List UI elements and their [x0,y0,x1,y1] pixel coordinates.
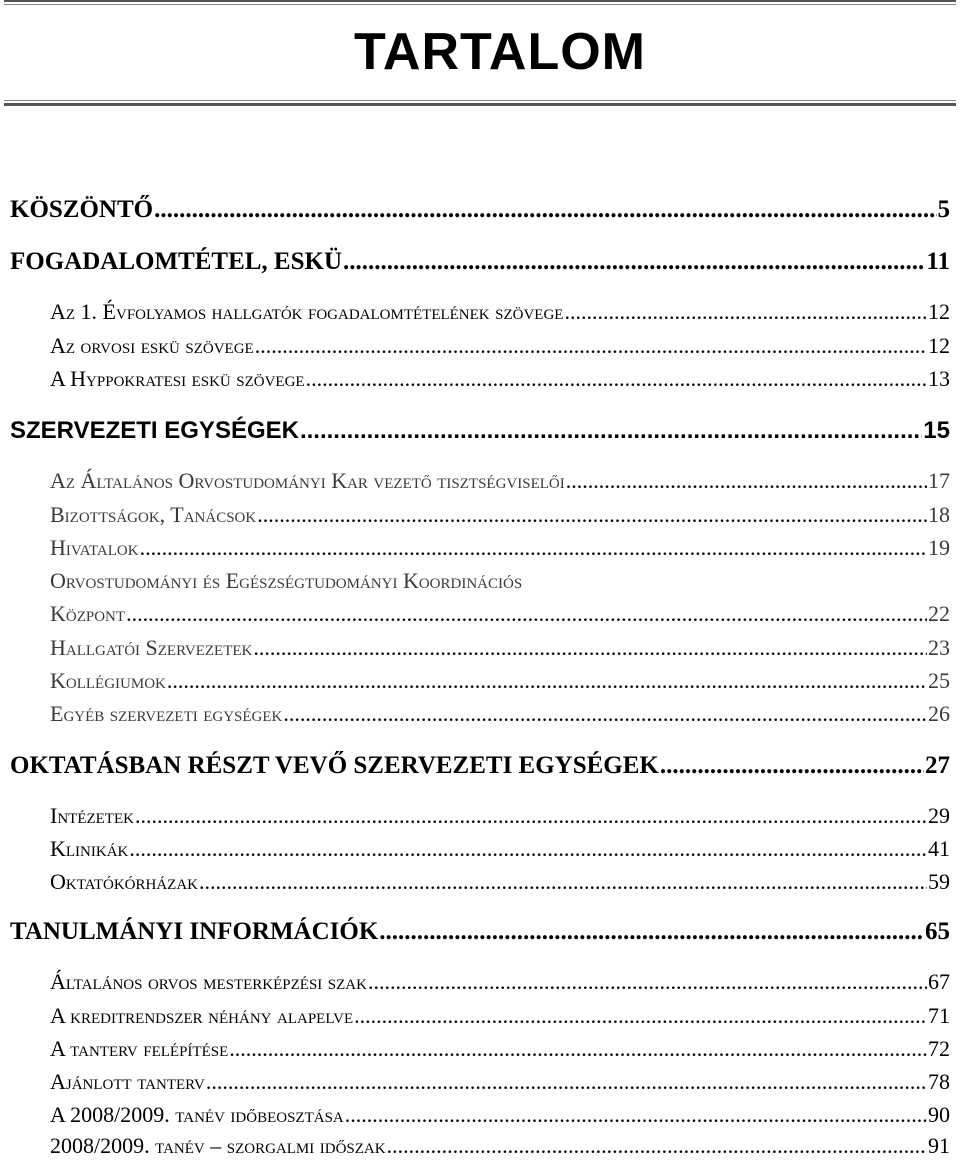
toc-leader-dots [255,333,927,359]
toc-page-number: 12 [928,333,950,358]
toc-page-number: 11 [926,248,950,275]
toc-entry-orvosi-esku[interactable] [50,333,950,359]
toc-entry-koordinacios-kozpont[interactable] [50,601,950,627]
toc-page-number: 13 [928,366,950,391]
toc-entry-label: FOGADALOMTÉTEL, ESKÜ [10,248,342,275]
toc-leader-dots [660,752,924,780]
toc-page-number: 90 [928,1102,950,1127]
toc-leader-dots [167,668,927,694]
toc-leader-dots [345,1102,927,1128]
toc-page-number: 18 [928,502,950,527]
toc-entry-koszonto[interactable] [10,196,950,224]
toc-entry-tanulmanyi-informaciok[interactable] [10,918,950,946]
toc-leader-dots [126,601,927,627]
toc-page-number: 71 [928,1003,950,1028]
toc-entry-label: Általános orvos mesterképzési szak [50,969,367,994]
toc-page-number: 23 [928,635,950,660]
toc-entry-label: SZERVEZETI EGYSÉGEK [10,417,299,444]
toc-leader-dots [368,969,927,995]
toc-leader-dots [300,417,922,445]
toc-entry-label: Az orvosi eskü szövege [50,333,254,358]
toc-entry-kreditrendszer[interactable] [50,1003,950,1029]
toc-leader-dots [129,836,927,862]
toc-page-number: 72 [928,1036,950,1061]
toc-entry-label: Klinikák [50,836,129,861]
toc-entry-mesterkepzesi-szak[interactable] [50,969,950,995]
toc-entry-intezetek[interactable] [50,803,950,829]
toc-leader-dots [306,366,927,392]
toc-entry-fogadalom-szovege[interactable] [50,299,950,325]
toc-entry-oktatasban-reszt-vevo[interactable] [10,752,950,780]
toc-leader-dots [154,196,936,224]
toc-page-number: 59 [928,869,950,894]
toc-leader-dots [253,635,927,661]
toc-leader-dots [283,701,927,727]
toc-entry-label: Bizottságok, Tanácsok [50,502,257,527]
toc-entry-label: OKTATÁSBAN RÉSZT VEVŐ SZERVEZETI EGYSÉGEK [10,752,659,779]
toc-leader-dots [564,299,927,325]
toc-entry-label: Egyéb szervezeti egységek [50,701,283,726]
toc-page-number: 22 [928,601,950,626]
toc-entry-label: Kollégiumok [50,668,166,693]
toc-entry-kollegiumok[interactable] [50,668,950,694]
toc-entry-label: A 2008/2009. tanév időbeosztása [50,1102,344,1127]
toc-page-number: 26 [928,701,950,726]
toc-leader-dots [206,1069,927,1095]
toc-entry-label: Oktatókórházak [50,869,199,894]
toc-page-number: 27 [925,752,950,779]
toc-entry-egyeb-egysegek[interactable] [50,701,950,727]
toc-page-number: 41 [928,836,950,861]
toc-page-number: 91 [928,1133,950,1158]
toc-entry-label: Az 1. Évfolyamos hallgatók fogadalomtételének szövege [50,299,564,324]
toc-entry-koordinacios-label-line1: Orvostudományi és Egészségtudományi Koordinációs [50,568,523,593]
toc-page-number: 19 [928,535,950,560]
toc-entry-hivatalok[interactable] [50,535,950,561]
toc-entry-szorgalmi-idoszak[interactable] [50,1133,950,1159]
toc-leader-dots [199,869,927,895]
toc-entry-label: Ajánlott tanterv [50,1069,205,1094]
toc-entry-label: A kreditrendszer néhány alapelve [50,1003,354,1028]
toc-entry-label: Hivatalok [50,535,139,560]
toc-page-number: 78 [928,1069,950,1094]
toc-leader-dots [379,918,924,946]
toc-entry-kar-vezetoi[interactable] [50,468,950,494]
toc-entry-label: Hallgatói Szervezetek [50,635,253,660]
toc-page-number: 67 [928,969,950,994]
toc-entry-tanterv-felepitese[interactable] [50,1036,950,1062]
toc-entry-label: Központ [50,601,126,626]
toc-entry-hallgatoi-szervezetek[interactable] [50,635,950,661]
toc-entry-label: KÖSZÖNTŐ [10,196,154,223]
toc-leader-dots [229,1036,927,1062]
toc-leader-dots [354,1003,927,1029]
toc-entry-label: A Hyppokratesi eskü szövege [50,366,305,391]
toc-entry-label: 2008/2009. tanév – szorgalmi időszak [50,1133,386,1158]
toc-leader-dots [140,535,927,561]
toc-leader-dots [343,248,925,276]
toc-page-number: 15 [923,417,950,444]
toc-entry-fogadalomtetel[interactable] [10,248,950,276]
toc-leader-dots [135,803,927,829]
toc-entry-bizottsagok[interactable] [50,502,950,528]
toc-entry-szervezeti-egysegek[interactable] [10,417,950,445]
toc-page-number: 5 [937,196,950,223]
toc-entry-tanev-idobeosztasa[interactable] [50,1102,950,1128]
toc-entry-label: TANULMÁNYI INFORMÁCIÓK [10,918,379,945]
toc-entry-label: Intézetek [50,803,134,828]
toc-page-number: 12 [928,299,950,324]
toc-entry-klinikak[interactable] [50,836,950,862]
toc-leader-dots [566,468,927,494]
toc-leader-dots [257,502,927,528]
toc-page-number: 25 [928,668,950,693]
toc-entry-oktatokorhazak[interactable] [50,869,950,895]
toc-page-number: 17 [928,468,950,493]
toc-entry-hyppokratesi-esku[interactable] [50,366,950,392]
toc-entry-ajanlott-tanterv[interactable] [50,1069,950,1095]
toc-page-number: 29 [928,803,950,828]
page-title: TARTALOM [354,23,646,81]
toc-page-number: 65 [925,918,950,945]
toc-leader-dots [387,1133,927,1159]
toc-entry-label: Az Általános Orvostudományi Kar vezető tisztségviselői [50,468,565,493]
toc-entry-label: A tanterv felépítése [50,1036,229,1061]
